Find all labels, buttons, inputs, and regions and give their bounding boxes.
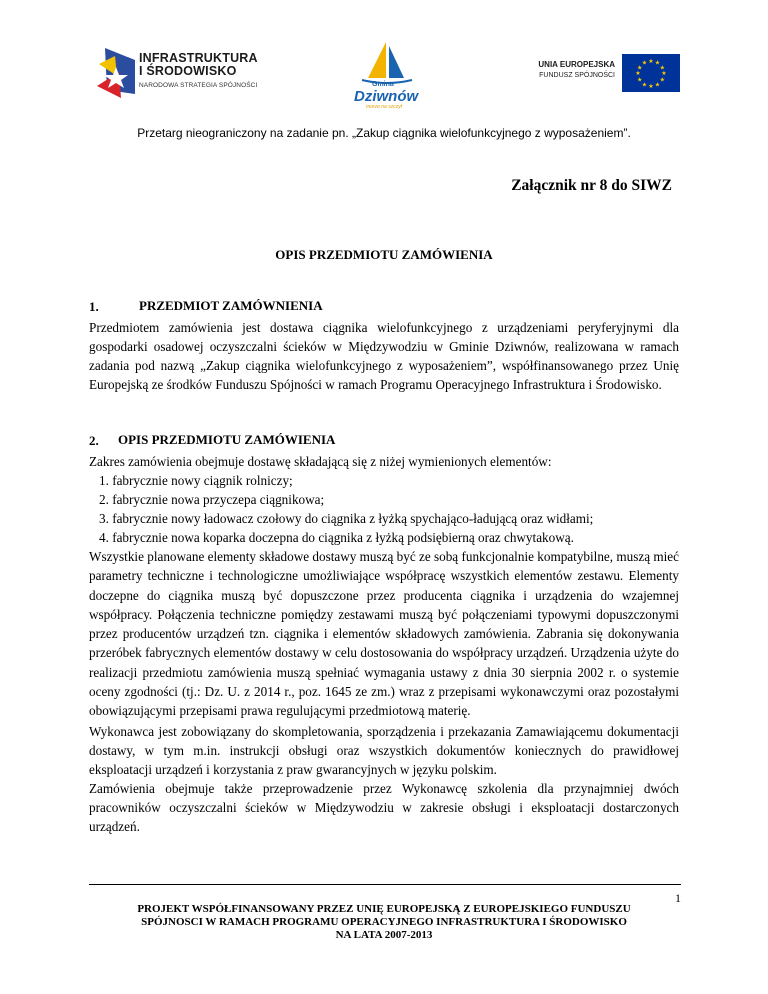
section2-title: OPIS PRZEDMIOTU ZAMÓWIENIA	[118, 432, 336, 447]
list-item: 4. fabrycznie nowa koparka doczepna do ciągnika z łyżką podsiębierną oraz chwytakową.	[99, 530, 574, 545]
footer-divider	[89, 884, 681, 885]
tender-line: Przetarg nieograniczony na zadanie pn. „Zakup ciągnika wielofunkcyjnego z wyposażeniem”.	[137, 126, 631, 140]
svg-text:★: ★	[654, 59, 661, 67]
page-number: 1	[675, 891, 681, 905]
footer-text	[0, 903, 768, 942]
footer-line-3: NA LATA 2007-2013	[335, 929, 433, 941]
svg-text:★: ★	[661, 70, 667, 77]
dziwnow-logo	[342, 40, 432, 110]
svg-text:★: ★	[648, 58, 654, 65]
svg-text:★: ★	[641, 81, 648, 89]
section2-paragraph-1: Wszystkie planowane elementy składowe dostawy muszą być ze sobą funkcjonalnie kompatybilne, muszą mieć parametry techniczne i technologiczne umożliwiające współpracę wszystkich elementów zestawu. Elementy doczepne do ciągnika muszą być dopuszczone przez producenta ciągnika i urządzenia do wzajemnej współpracy. Połączenia techniczne pomiędzy zestawami muszą być połączeniami typowymi dopuszczonymi przez producentów urządzeń tzn. ciągnika i elementów składowych zamówienia. Zabrania się dokonywania przeróbek fabrycznych elementów dostawy w celu dostosowania do współpracy urządzeń. Urządzenia użyte do realizacji przedmiotu zamówienia muszą spełniać wymagania ustawy z dnia 30 sierpnia 2002 r. o systemie oceny zgodności (tj.: Dz. U. z 2014 r., poz. 1645 ze zm.) wraz z przepisami wykonawczymi oraz pozostałymi obowiązującymi przepisami prawa regulującymi przedmiotową materię.	[89, 549, 679, 719]
svg-text:★: ★	[637, 64, 643, 72]
footer-line-1: PROJEKT WSPÓŁFINANSOWANY PRZEZ UNIĘ EUROPEJSKĄ Z EUROPEJSKIEGO FUNDUSZU	[137, 903, 631, 915]
document-title: OPIS PRZEDMIOTU ZAMÓWIENIA	[275, 247, 493, 262]
svg-text:★: ★	[659, 76, 665, 84]
section1-title: PRZEDMIOT ZAMÓWNIENIA	[139, 298, 323, 313]
star-emblem-icon	[95, 46, 137, 104]
svg-text:★: ★	[637, 76, 643, 84]
section2-heading	[89, 432, 336, 450]
svg-text:★: ★	[659, 64, 665, 72]
list-item: 3. fabrycznie nowy ładowacz czołowy do ciągnika z łyżką spychająco-ładującą oraz widłami;	[99, 511, 594, 526]
logo-center-gmina: Gmina	[372, 81, 394, 88]
eu-logo	[517, 52, 687, 92]
svg-text:★: ★	[654, 81, 661, 89]
sail-icon	[342, 40, 432, 84]
section1-text: Przedmiotem zamówienia jest dostawa ciągnika wielofunkcyjnego z urządzeniami peryferyjnymi dla gospodarki osadowej oczyszczalni ścieków w Międzywodziu w Gminie Dziwnów, realizowana w ramach zadania pod nazwą „Zakup ciągnika wielofunkcyjnego z wyposażeniem”, współfinansowanego przez Unię Europejską ze środków Funduszu Spójności w ramach Programu Operacyjnego Infrastruktura i Środowisko.	[89, 320, 679, 392]
footer-line-2: SPÓJNOSCI W RAMACH PROGRAMU OPERACYJNEGO INFRASTRUKTURA I ŚRODOWISKO	[141, 916, 627, 928]
logo-center-name: Dziwnów	[354, 88, 419, 105]
svg-text:★: ★	[648, 83, 654, 90]
logo-right-subtitle: FUNDUSZ SPÓJNOŚCI	[539, 72, 615, 79]
logo-left-subtitle: NARODOWA STRATEGIA SPÓJNOŚCI	[139, 82, 258, 89]
svg-text:★: ★	[635, 70, 641, 77]
list-item: 1. fabrycznie nowy ciągnik rolniczy;	[99, 473, 293, 488]
svg-text:★: ★	[641, 59, 648, 67]
scope-list	[89, 471, 709, 547]
logo-left-title: INFRASTRUKTURA I ŚRODOWISKO	[139, 51, 258, 78]
infrastruktura-logo	[95, 44, 265, 104]
section1-number: 1.	[89, 299, 99, 314]
section2-paragraph-3: Zamówienia obejmuje także przeprowadzenie przez Wykonawcę szkolenia dla przynajmniej dwóch pracowników oczyszczalni ścieków w Międzywodziu w zakresie obsługi i eksploatacji dostarczonych urządzeń.	[89, 781, 679, 834]
section2-paragraph-2: Wykonawca jest zobowiązany do skompletowania, sporządzenia i przekazania Zamawiającemu dokumentacji dostawy, w tym m.in. instrukcji obsługi oraz wszystkich dokumentów koniecznych do prawidłowej eksploatacji urządzeń i korzystania z praw gwarancyjnych w języku polskim.	[89, 724, 679, 777]
section2-number: 2.	[89, 433, 99, 448]
section1-heading	[89, 298, 323, 316]
eu-flag-icon	[622, 54, 680, 92]
section2-intro: Zakres zamówienia obejmuje dostawę składającą się z niżej wymienionych elementów:	[89, 454, 552, 469]
annex-label: Załącznik nr 8 do SIWZ	[511, 177, 672, 194]
logo-center-motto: morze na szczyt	[366, 104, 403, 110]
list-item: 2. fabrycznie nowa przyczepa ciągnikowa;	[99, 492, 325, 507]
logo-right-title: UNIA EUROPEJSKA	[538, 60, 615, 69]
